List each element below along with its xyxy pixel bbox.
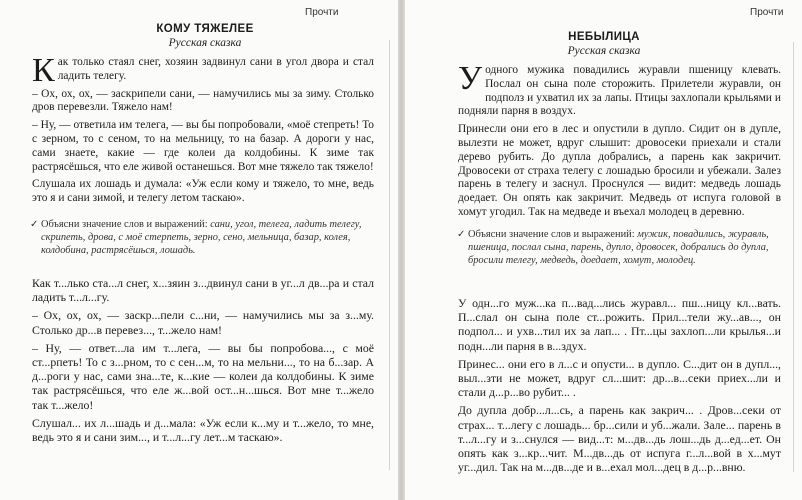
checkmark-icon: ✓ <box>457 229 466 240</box>
left-story <box>32 52 374 210</box>
left-story-paragraph: Слушала их лошадь и думала: «Уж если кому и тяжело, то мне, ведь это я и сани зимой, и телегу летом таскаю». <box>32 178 374 205</box>
checkmark-icon: ✓ <box>30 219 39 230</box>
left-page <box>0 0 398 500</box>
left-subtitle: Русская сказка <box>168 37 242 49</box>
right-exercise-paragraph: До дупла добр...л...сь, а парень как закрич... . Дров...секи от страх... т...легу с лошадь... бр...сили и уб...жали. Зале... парень в т...л...гу и з...снулся — вид...т: м...дв...дь лош...дь д...ед...ет. Он опять как з...кр...чит. М...дв...дь от испуга г...л...вой в х...мут уг...дил. Так на м...дв...де и в...ехал мол...дец в д...р...вню. <box>458 403 781 475</box>
left-margin-rule <box>389 40 390 470</box>
left-exercise-paragraph: – Ну, — ответ...ла им т...лега, — вы бы попробова..., с моё ст...рпеть! То с з...рном, то с сен...м, то на мельни..., то на б...зар. А д...роги у нас, сами зна...те, к...кие — колеи да колдобины. К зиме так растрясёшься, что еле ж...вой ост...н...шься. Вот мне т...жело так т...жело! <box>32 340 374 412</box>
right-task-words: мужик, повадились, журавль, пшеница, послал сына, парень, дупло, дровосек, добрались до дупла, бросили телегу, медведь, доедает, хомут, молодец. <box>468 229 769 266</box>
left-title-block <box>28 22 382 50</box>
left-exercise-paragraph: – Ох, ох, ох, — заскр...пели с...ни, — намучились мы за з...му. Столько др...в перевез..., т...жело нам! <box>32 308 374 337</box>
left-task-lead: Объясни значение слов и выражений: <box>41 219 208 230</box>
right-page <box>405 0 802 500</box>
right-story <box>458 60 781 224</box>
right-story-paragraph <box>458 60 781 119</box>
left-story-first: ак только стаял снег, хозяин задвинул сани в угол двора и стал ладить телегу. <box>57 56 374 82</box>
left-task-words: сани, угол, телега, ладить телегу, скрипеть, дрова, с моё стерпеть, зерно, сено, мельница, базар, колея, колдобина, растрясёшься, лошадь. <box>41 219 362 256</box>
left-exercise <box>32 276 374 448</box>
right-exercise-paragraph: Принес... они его в л...с и опусти... в дупло. С...дит он в дупл..., выл...зти не может, вдруг сл...шит: др...в...секи приех...ли и стали д...р...во рубит... . <box>458 356 781 400</box>
right-exercise-paragraph: У одн...го муж...ка п...вад...лись журавл... пш...ницу кл...вать. П...слал он сына поле ст...рожить. Прил...тели жу...ав..., он подпол... и ухв...тил их за лап... . Пт...цы захлоп...ли крылья...и подн...ли парня в в...здух. <box>458 296 781 353</box>
left-title: КОМУ ТЯЖЕЛЕЕ <box>156 23 254 35</box>
left-story-paragraph: – Ну, — ответила им телега, — вы бы попробовали, «моё степреть! То с зерном, то с сеном, то на мельницу, то на базар. А дороги у нас, сами знаете, какие — где колеи да колдобины. К зиме так растрясёшься, что еле живой останешься. Вот мне тяжело так тяжело! <box>32 119 374 173</box>
right-margin-rule <box>793 42 794 472</box>
right-vocabulary-task <box>457 228 783 267</box>
left-exercise-paragraph: Слушал... их л...шадь и д...мала: «Уж если к...му и т...жело, то мне, ведь это я и сани зим..., и т...л...гу лет...м таскаю». <box>32 415 374 445</box>
right-dropcap: У <box>458 60 483 97</box>
left-exercise-paragraph: Как т...лько ста...л снег, х...зяин з...двинул сани в уг...л дв...ра и стал ладить т...л...гу. <box>32 276 374 305</box>
right-title-block <box>425 30 783 58</box>
right-running-head: Прочти <box>750 7 784 18</box>
right-task-lead: Объясни значение слов и выражений: <box>468 229 635 240</box>
right-title: НЕБЫЛИЦА <box>568 31 640 43</box>
right-story-paragraph: Принесли они его в лес и опустили в дупло. Сидит он в дупле, вылезти не может, вдруг слышит: дровосеки приехали и стали дерево рубить. До дупла добрались, а парень как закричит. Дровосеки от страха телегу с лошадью бросили и убежали. Залез парень в телегу и заснул. Проснулся — видит: медведь лошадь доедает. Он опять как закричит. Медведь от испуга головой в хомут угодил. Так на медведе и въехал молодец в деревню. <box>458 123 781 218</box>
right-exercise <box>458 296 781 478</box>
left-story-paragraph <box>32 52 374 89</box>
left-vocabulary-task <box>30 218 378 257</box>
left-dropcap: К <box>32 52 55 89</box>
left-story-paragraph: – Ох, ох, ох, — заскрипели сани, — намучились мы за зиму. Столько дров перевезли. Тяжело нам! <box>32 87 374 114</box>
book-gutter <box>398 0 405 500</box>
right-subtitle: Русская сказка <box>567 45 641 57</box>
left-running-head: Прочти <box>305 7 339 18</box>
right-story-first: одного мужика повадились журавли пшеницу клевать. Послал он сына поле сторожить. Прилетели журавли, он подполз и ухватил их за лапы. Птицы захлопали крыльями и подняли парня в воздух. <box>458 64 781 118</box>
